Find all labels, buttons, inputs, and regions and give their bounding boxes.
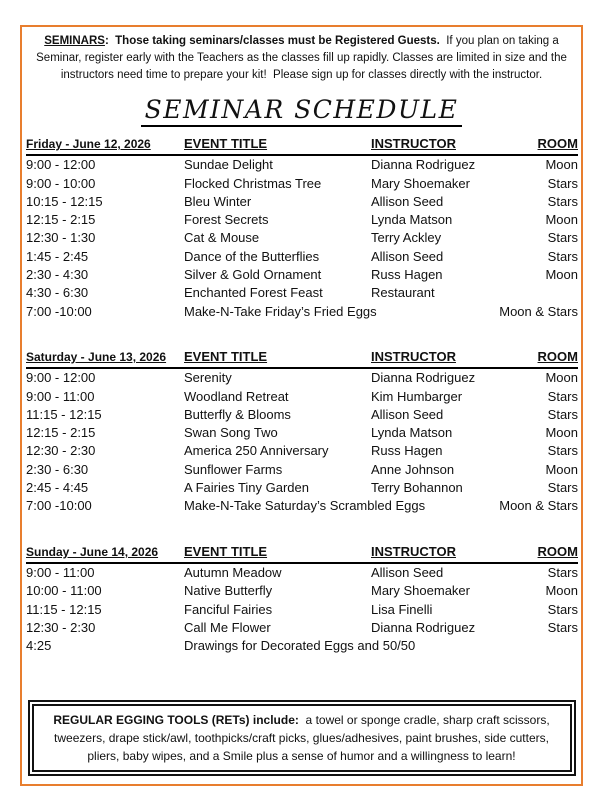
- column-header-room: ROOM: [537, 348, 578, 364]
- schedule-row: [26, 637, 578, 655]
- event-room: Stars: [547, 564, 578, 580]
- schedule-row: [26, 461, 578, 479]
- event-title: A Fairies Tiny Garden: [184, 480, 309, 496]
- event-title: Silver & Gold Ornament: [184, 267, 322, 283]
- event-title: America 250 Anniversary: [184, 443, 329, 459]
- tools-notice-rest-text: a towel or sponge cradle, sharp craft scissors, tweezers, drape stick/awl, toothpicks/craft picks, glues/adhesives, paint brushes, side cutters, pliers, baby wipes, and a Smile plus a sense of humor and a willingness to learn!: [54, 713, 554, 764]
- event-instructor: Allison Seed: [371, 248, 444, 264]
- schedule-row: [26, 248, 578, 266]
- event-title: Cat & Mouse: [184, 230, 260, 246]
- event-title: Forest Secrets: [184, 212, 269, 228]
- column-header-room: ROOM: [537, 543, 578, 559]
- event-instructor: Lynda Matson: [371, 425, 453, 441]
- event-title: Native Butterfly: [184, 583, 273, 599]
- event-instructor: Kim Humbarger: [371, 388, 463, 404]
- event-time: 10:15 - 12:15: [26, 193, 103, 209]
- schedule-section: [26, 543, 578, 656]
- event-room: Stars: [547, 619, 578, 635]
- schedule-row: [26, 284, 578, 302]
- event-title: Bleu Winter: [184, 193, 252, 209]
- event-time: 7:00 -10:00: [26, 498, 92, 514]
- schedule-row: [26, 564, 578, 582]
- event-instructor: [371, 497, 491, 515]
- event-instructor: Dianna Rodriguez: [371, 370, 476, 386]
- event-room: Moon: [545, 267, 578, 283]
- column-header-event-title: EVENT TITLE: [184, 136, 268, 151]
- event-title: Sundae Delight: [184, 157, 273, 173]
- tools-notice-bold-text: REGULAR EGGING TOOLS (RETs) include:: [53, 713, 299, 728]
- event-time: 4:30 - 6:30: [26, 285, 89, 301]
- event-room: Stars: [547, 406, 578, 422]
- event-instructor: Lisa Finelli: [371, 601, 433, 617]
- event-title: Dance of the Butterflies: [184, 248, 320, 264]
- schedule-row: [26, 479, 578, 497]
- event-room: [491, 637, 578, 655]
- event-time: 2:45 - 4:45: [26, 480, 89, 496]
- column-header-instructor: INSTRUCTOR: [371, 348, 456, 364]
- event-title: Butterfly & Blooms: [184, 406, 291, 422]
- column-header-instructor: INSTRUCTOR: [371, 136, 456, 151]
- column-header-instructor: INSTRUCTOR: [371, 543, 456, 559]
- event-room: Moon & Stars: [499, 303, 578, 319]
- event-time: 11:15 - 12:15: [26, 406, 102, 422]
- event-title: Make-N-Take Friday’s Fried Eggs: [184, 303, 377, 319]
- schedule-section: [26, 135, 578, 321]
- event-room: [491, 284, 578, 302]
- schedule-row: [26, 601, 578, 619]
- schedule-row: [26, 619, 578, 637]
- schedule-header-row: [26, 135, 578, 156]
- title-wrap: [22, 96, 581, 127]
- schedule-row: [26, 156, 578, 174]
- event-time: 2:30 - 4:30: [26, 267, 89, 283]
- event-room: Moon: [545, 212, 578, 228]
- schedule-row: [26, 266, 578, 284]
- event-time: 9:00 - 10:00: [26, 175, 96, 191]
- event-instructor: Russ Hagen: [371, 443, 443, 459]
- event-room: Moon: [545, 461, 578, 477]
- event-instructor: Dianna Rodriguez: [371, 619, 476, 635]
- event-time: 9:00 - 11:00: [26, 388, 95, 404]
- event-title: Make-N-Take Saturday’s Scrambled Eggs: [184, 498, 426, 514]
- schedule-section: [26, 348, 578, 516]
- event-title: Fanciful Fairies: [184, 601, 273, 617]
- schedule-row: [26, 229, 578, 247]
- schedule-row: [26, 442, 578, 460]
- section-date: Sunday - June 14, 2026: [26, 544, 159, 559]
- event-title: Woodland Retreat: [184, 388, 289, 404]
- event-instructor: [371, 303, 491, 321]
- event-instructor: Mary Shoemaker: [371, 175, 470, 191]
- event-time: 4:25: [26, 638, 52, 654]
- event-instructor: Allison Seed: [371, 564, 444, 580]
- schedule-row: [26, 175, 578, 193]
- event-room: Stars: [547, 175, 578, 191]
- event-time: 9:00 - 12:00: [26, 157, 96, 173]
- event-time: 12:15 - 2:15: [26, 212, 96, 228]
- schedule-row: [26, 211, 578, 229]
- event-time: 12:30 - 2:30: [26, 443, 96, 459]
- event-time: 12:30 - 2:30: [26, 619, 96, 635]
- event-room: Stars: [547, 193, 578, 209]
- notice-rest-text: If you plan on taking a Seminar, register early with the Teachers as the classes fill up rapidly. Classes are limited in size and the instructors need time to prepare your kit! Please sign up for classes directly with the instructor.: [36, 35, 571, 81]
- event-time: 9:00 - 12:00: [26, 370, 96, 386]
- event-instructor: Mary Shoemaker: [371, 583, 470, 599]
- event-instructor: Anne Johnson: [371, 461, 455, 477]
- event-instructor: Terry Bohannon: [371, 480, 463, 496]
- schedule-row: [26, 497, 578, 515]
- event-room: Moon: [545, 157, 578, 173]
- page-title: SEMINAR SCHEDULE: [141, 96, 463, 127]
- notice-bold-text: : Those taking seminars/classes must be Registered Guests.: [104, 35, 440, 47]
- event-title: Autumn Meadow: [184, 564, 282, 580]
- schedule-row: [26, 193, 578, 211]
- event-room: Stars: [547, 248, 578, 264]
- schedule-row: [26, 303, 578, 321]
- event-room: Stars: [547, 230, 578, 246]
- event-instructor: [371, 637, 491, 655]
- event-room: Stars: [547, 443, 578, 459]
- event-room: Moon & Stars: [499, 498, 578, 514]
- event-instructor: Lynda Matson: [371, 212, 453, 228]
- event-title: Drawings for Decorated Eggs and 50/50: [184, 638, 416, 654]
- event-title: Serenity: [184, 370, 232, 386]
- column-header-room: ROOM: [537, 136, 578, 151]
- schedule-row: [26, 369, 578, 387]
- event-instructor: Restaurant: [371, 285, 435, 301]
- event-time: 12:15 - 2:15: [26, 425, 96, 441]
- event-instructor: Russ Hagen: [371, 267, 443, 283]
- event-instructor: Terry Ackley: [371, 230, 442, 246]
- event-time: 12:30 - 1:30: [26, 230, 96, 246]
- registration-notice: [29, 33, 574, 84]
- event-room: Stars: [547, 388, 578, 404]
- document-page: [20, 25, 583, 786]
- event-room: Moon: [545, 425, 578, 441]
- schedule-header-row: [26, 348, 578, 369]
- event-instructor: Dianna Rodriguez: [371, 157, 476, 173]
- tools-notice: [28, 700, 576, 776]
- event-time: 7:00 -10:00: [26, 303, 92, 319]
- schedule-header-row: [26, 543, 578, 564]
- event-room: Stars: [547, 601, 578, 617]
- section-date: Saturday - June 13, 2026: [26, 349, 167, 364]
- event-instructor: Allison Seed: [371, 193, 444, 209]
- event-title: Enchanted Forest Feast: [184, 285, 323, 301]
- schedule-row: [26, 582, 578, 600]
- schedule-row: [26, 424, 578, 442]
- column-header-event-title: EVENT TITLE: [184, 348, 268, 364]
- event-room: Moon: [545, 583, 578, 599]
- event-room: Stars: [547, 480, 578, 496]
- schedule-sections: [26, 135, 578, 655]
- section-date: Friday - June 12, 2026: [26, 137, 151, 151]
- schedule-row: [26, 406, 578, 424]
- event-title: Flocked Christmas Tree: [184, 175, 322, 191]
- event-time: 9:00 - 11:00: [26, 564, 95, 580]
- event-title: Sunflower Farms: [184, 461, 283, 477]
- event-title: Call Me Flower: [184, 619, 271, 635]
- event-time: 11:15 - 12:15: [26, 601, 102, 617]
- notice-label: SEMINARS: [44, 35, 105, 47]
- event-room: Moon: [545, 370, 578, 386]
- event-time: 1:45 - 2:45: [26, 248, 89, 264]
- event-title: Swan Song Two: [184, 425, 278, 441]
- schedule-row: [26, 388, 578, 406]
- event-time: 10:00 - 11:00: [26, 583, 102, 599]
- event-time: 2:30 - 6:30: [26, 461, 89, 477]
- column-header-event-title: EVENT TITLE: [184, 543, 268, 559]
- event-instructor: Allison Seed: [371, 406, 444, 422]
